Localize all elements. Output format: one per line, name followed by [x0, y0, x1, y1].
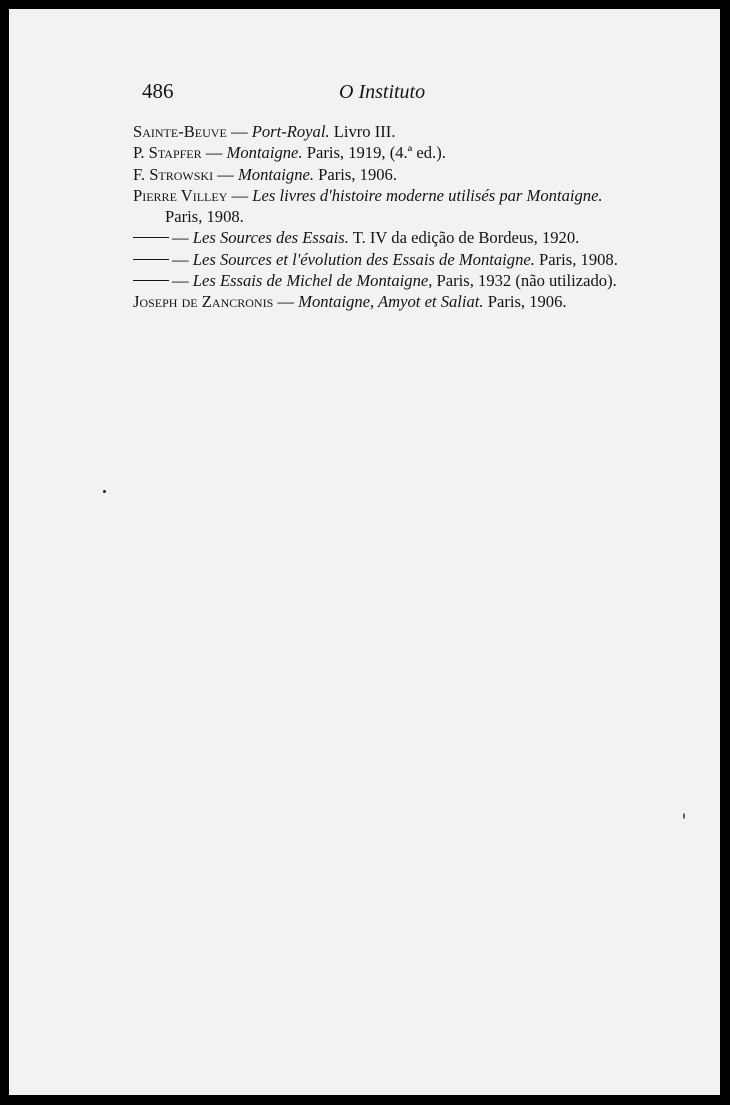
bibliography-entry — [133, 142, 653, 163]
entry-title: Port-Royal. — [251, 122, 330, 141]
bibliography-entry — [133, 164, 653, 185]
entry-author: P. Stapfer — [133, 143, 202, 163]
ink-speck — [103, 490, 106, 493]
ditto-dash — [133, 237, 169, 238]
entry-details: Livro III. — [329, 122, 396, 141]
entry-author: F. Strowski — [133, 164, 214, 184]
entry-details: Paris, 1932 (não utilizado). — [432, 271, 617, 291]
entry-title: Montaigne. — [226, 143, 303, 163]
bibliography-entry — [133, 185, 653, 206]
entry-title: Les Essais de Michel de Montaigne, — [192, 271, 433, 291]
dash-mark: — — [172, 271, 189, 291]
dash-mark: — — [172, 228, 189, 248]
entry-details: Paris, 1908. — [534, 249, 618, 269]
entry-details: Paris, 1908. — [165, 207, 244, 227]
entry-details: Paris, 1906. — [314, 164, 397, 184]
entry-title: Montaigne, Amyot et Saliat. — [298, 292, 484, 312]
dash-mark: — — [172, 249, 189, 269]
ink-speck — [683, 813, 685, 819]
bibliography-entry — [133, 291, 653, 312]
entry-title: Les Sources et l'évolution des Essais de Montaigne. — [192, 249, 535, 269]
document-page — [9, 9, 720, 1095]
ditto-dash — [133, 259, 169, 260]
ditto-dash — [133, 280, 169, 281]
bibliography-entry — [133, 227, 653, 248]
entry-separator: — — [227, 185, 253, 205]
entry-author: Pierre Villey — [133, 185, 228, 205]
entry-details: Paris, 1919, (4.ª ed.). — [302, 143, 446, 163]
entry-separator: — — [273, 292, 299, 312]
bibliography-entry — [133, 270, 653, 291]
entry-separator: — — [226, 122, 252, 141]
entry-title: Les livres d'histoire moderne utilisés par Montaigne. — [252, 185, 603, 205]
bibliography-entry — [133, 249, 653, 270]
entry-title: Montaigne. — [237, 164, 315, 184]
bibliography-list — [133, 121, 653, 313]
entry-details: T. IV da edição de Bordeus, 1920. — [348, 228, 580, 248]
page-header — [142, 79, 442, 107]
bibliography-entry-continuation — [133, 206, 653, 227]
entry-separator: — — [213, 164, 238, 184]
entry-separator: — — [201, 143, 227, 163]
running-title: O Instituto — [339, 81, 426, 103]
entry-author: Joseph de Zancronis — [133, 292, 274, 312]
page-number: 486 — [142, 79, 174, 103]
bibliography-entry — [133, 121, 653, 142]
entry-author: Sainte-Beuve — [133, 122, 227, 141]
entry-details: Paris, 1906. — [483, 292, 567, 312]
entry-title: Les Sources des Essais. — [192, 228, 349, 248]
